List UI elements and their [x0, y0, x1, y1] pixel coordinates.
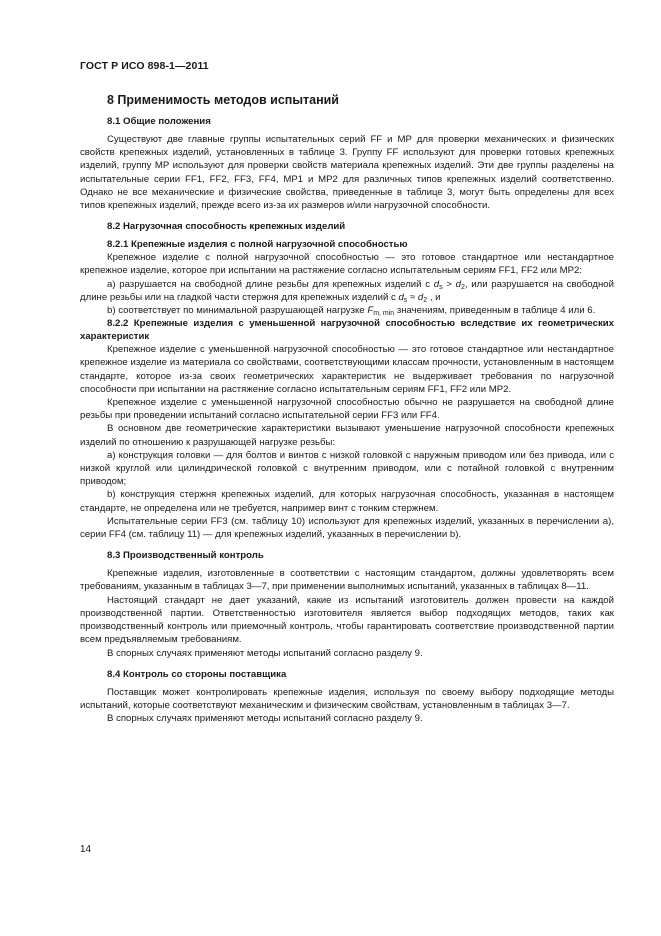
- section-8-1-title: 8.1 Общие положения: [107, 116, 211, 127]
- section-8-1-paragraph-1: Существуют две главные группы испытательных серий FF и MP для проверки механических и физических свойств крепежных изделий, установленных в таблице 3. Группу FF используют для проверки готовых крепежных изделий, группу MP используют для проверки свойств материала крепежных изделий. Эти две группы разделены на испытательные серии FF1, FF2, FF3, FF4, MP1 и MP2 для различных типов крепежных изделий соответственно. Однако не все механические и физические свойства, приведенные в таблице 3, могут быть определены для всех типов крепежных изделий, прежде всего из-за их размеров и/или нагрузочной способности.: [80, 134, 614, 212]
- section-8-2-2-item-a: а) конструкция головки — для болтов и винтов с низкой головкой с наружным приводом или без привода, или с низкой круглой или цилиндрической головкой с внутренним приводом, или с потайной головкой с внутренним приводом;: [80, 449, 614, 488]
- symbol-f-sub: m, min: [373, 310, 395, 318]
- section-8-2-1-title: 8.2.1 Крепежные изделия с полной нагрузочной способностью: [107, 239, 408, 251]
- page-content: [80, 93, 614, 725]
- symbol-ds-2: d: [398, 291, 404, 303]
- symbol-d2-2-sub: 2: [423, 296, 428, 304]
- section-8-2-2-item-b: b) конструкция стержня крепежных изделий, для которых нагрузочная способность, указанная в настоящем стандарте, не определена или не требуется, например винт с тонким стержнем.: [80, 489, 614, 514]
- symbol-d2: d: [455, 278, 461, 290]
- section-8-2-1-item-b: [80, 304, 614, 317]
- item-b-text-2: значениям, приведенным в таблице 4 или 6.: [394, 305, 596, 317]
- section-8-2-2-title: 8.2.2 Крепежные изделия с уменьшенной нагрузочной способностью вследствие их геометрических характеристик: [80, 318, 614, 343]
- section-8-2-1-paragraph-1: Крепежное изделие с полной нагрузочной способностью — это готовое стандартное или нестандартное крепежное изделие, которое при испытании на растяжение согласно испытательным сериям FF1, FF2 или MP2:: [80, 252, 614, 277]
- symbol-d2-2: d: [417, 291, 424, 303]
- section-8-2-title: 8.2 Нагрузочная способность крепежных изделий: [107, 221, 346, 233]
- symbol-f: F: [367, 305, 374, 317]
- section-8-2-1-item-a: [80, 278, 614, 304]
- section-8-2-2-paragraph-2: Крепежное изделие с уменьшенной нагрузочной способностью обычно не разрушается на свободной длине резьбы при проведении испытаний согласно испытательной серии FF3 или FF4.: [80, 397, 614, 422]
- section-8-4-paragraph-1: Поставщик может контролировать крепежные изделия, используя по своему выбору подходящие методы испытаний, которые соответствуют механическим и физическим свойствам, установленным в таблицах 3—7.: [80, 686, 614, 711]
- section-8-4-paragraph-2: В спорных случаях применяют методы испытаний согласно разделу 9.: [107, 713, 423, 725]
- section-8-2-2-paragraph-3: В основном две геометрические характеристики вызывают уменьшение нагрузочной способности крепежных изделий по отношению к разрушающей нагрузке резьбы:: [80, 423, 614, 448]
- symbol-ds-2-sub: s: [403, 296, 408, 304]
- document-header: ГОСТ Р ИСО 898-1—2011: [80, 60, 209, 72]
- section-8-4-title: 8.4 Контроль со стороны поставщика: [107, 668, 287, 680]
- item-a-text-3: , и: [427, 291, 441, 303]
- symbol-ds: d: [433, 278, 440, 290]
- section-8-2-2-paragraph-4: Испытательные серии FF3 (см. таблицу 10) используют для крепежных изделий, указанных в перечислении а), серии FF4 (см. таблицу 11) — для крепежных изделий, указанных в перечислении b).: [80, 515, 614, 541]
- symbol-d2-sub: 2: [460, 283, 465, 291]
- approx-sign: ≈: [407, 291, 418, 303]
- page-number: 14: [80, 844, 92, 855]
- section-8-2-2-paragraph-1: Крепежное изделие с уменьшенной нагрузочной способностью — это готовое стандартное или нестандартное крепежное изделие из материала со свойствами, соответствующими классам прочности, установленным в настоящем стандарте, которое из-за своих геометрических характеристик не выдерживает требования по нагрузочной способности при испытании на растяжение согласно испытательным сериям FF1, FF2 или MP2.: [80, 344, 614, 395]
- section-8-3-paragraph-3: В спорных случаях применяют методы испытаний согласно разделу 9.: [107, 647, 423, 659]
- symbol-ds-sub: s: [439, 283, 443, 291]
- section-8-title: 8 Применимость методов испытаний: [107, 93, 339, 107]
- item-b-text-1: b) соответствует по минимальной разрушающей нагрузке: [107, 305, 368, 317]
- section-8-3-paragraph-2: Настоящий стандарт не дает указаний, какие из испытаний изготовитель должен провести на каждой производственной партии. Ответственностью изготовителя является выбор подходящих методов, таких как производственный контроль или приемочный контроль, чтобы гарантировать соответствие производственной партии всем предъявляемым требованиям.: [80, 594, 614, 646]
- section-8-3-title: 8.3 Производственный контроль: [107, 550, 264, 562]
- section-8-3-paragraph-1: Крепежные изделия, изготовленные в соответствии с настоящим стандартом, должны удовлетворять всем требованиям, указанным в таблицах 3—7, при применении выполнимых испытаний, указанных в таблицах 8—11.: [80, 568, 614, 593]
- item-a-text-1: а) разрушается на свободной длине резьбы для крепежных изделий с: [107, 278, 434, 290]
- greater-than-sign: >: [442, 278, 456, 290]
- item-a-text-2: , или разрушается на свободной длине резьбы или на гладкой части стержня для крепежных изделий с: [80, 278, 614, 303]
